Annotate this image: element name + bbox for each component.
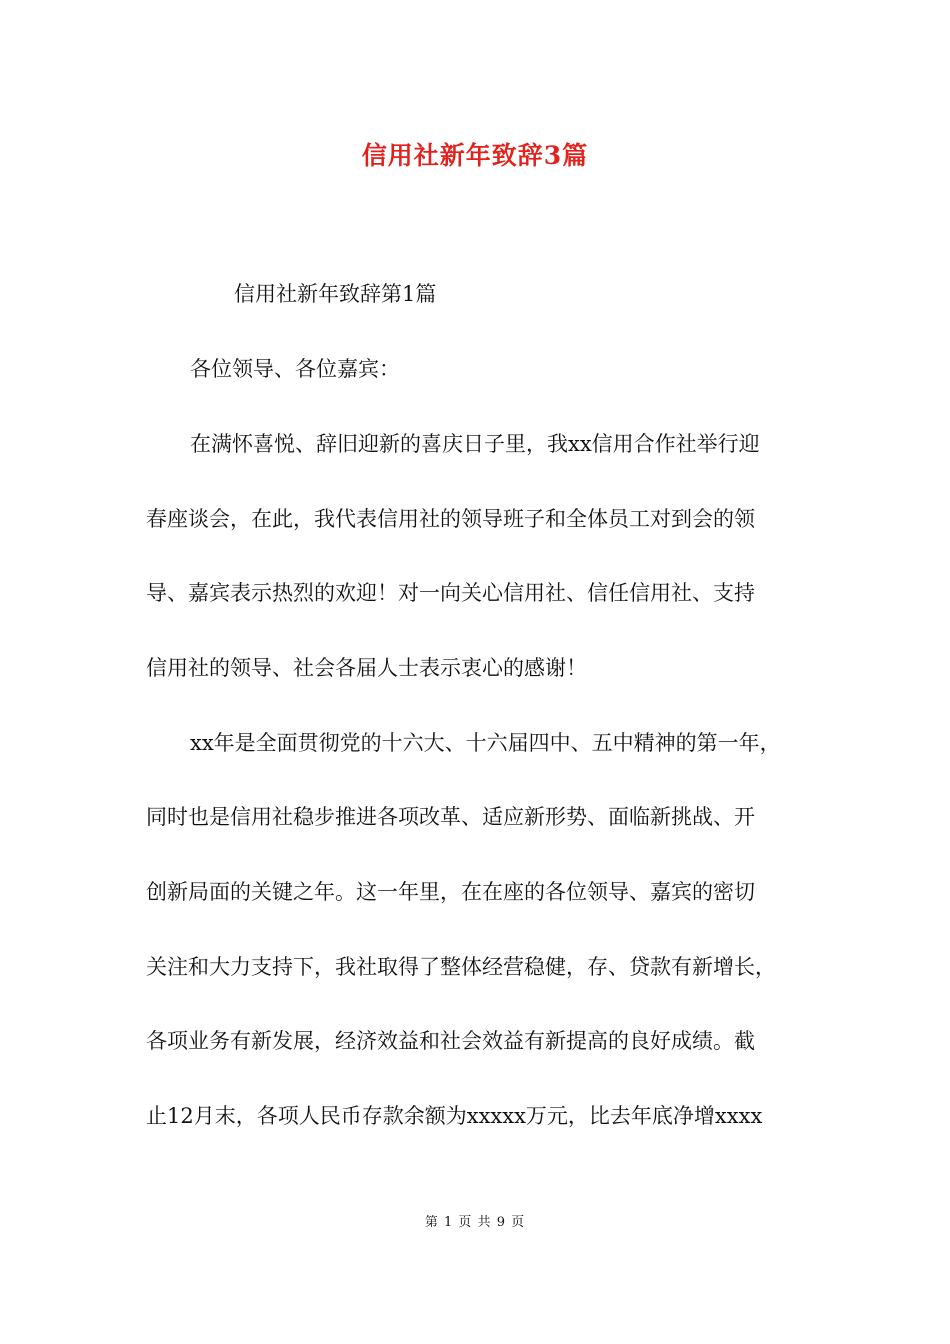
paragraph-line: 创新局面的关键之年。这一年里，在在座的各位领导、嘉宾的密切 [146,880,755,904]
document-title: 信用社新年致辞3篇 [361,141,589,170]
paragraph-line: 导、嘉宾表示热烈的欢迎！对一向关心信用社、信任信用社、支持 [146,581,755,605]
page-number-footer: 第 1 页 共 9 页 [424,1215,526,1230]
paragraph-line: 春座谈会，在此，我代表信用社的领导班子和全体员工对到会的领 [146,507,755,531]
paragraph-line: 在满怀喜悦、辞旧迎新的喜庆日子里，我xx信用合作社举行迎 [190,432,760,456]
paragraph-line: 关注和大力支持下，我社取得了整体经营稳健，存、贷款有新增长， [146,955,776,979]
paragraph-line: 各项业务有新发展，经济效益和社会效益有新提高的良好成绩。截 [146,1029,755,1053]
salutation-line: 各位领导、各位嘉宾： [190,357,400,381]
paragraph-line: 同时也是信用社稳步推进各项改革、适应新形势、面临新挑战、开 [146,805,755,829]
paragraph-line: 信用社的领导、社会各届人士表示衷心的感谢！ [146,656,587,680]
paragraph-line: 止12月末，各项人民币存款余额为xxxxx万元，比去年底净增xxxx [146,1104,763,1128]
section-heading: 信用社新年致辞第1篇 [234,282,437,306]
paragraph-line: xx年是全面贯彻党的十六大、十六届四中、五中精神的第一年， [190,731,781,755]
